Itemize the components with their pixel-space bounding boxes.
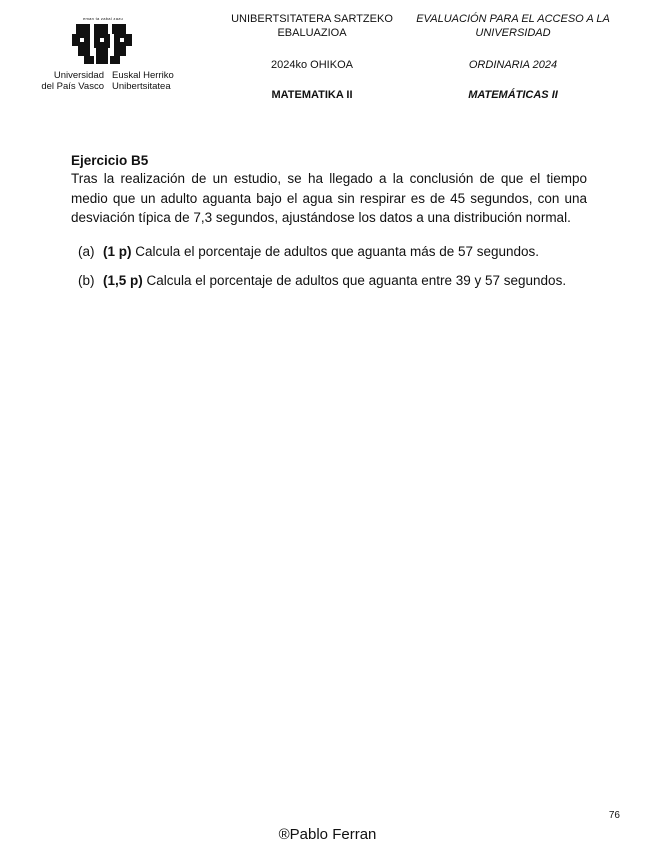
item-letter: (b) <box>78 273 95 288</box>
exam-call-eu: 2024ko OHIKOA <box>271 59 353 71</box>
exercise-items <box>71 242 587 291</box>
logo-name-eu: Euskal Herriko Unibertsitatea <box>112 70 174 92</box>
subject-eu: MATEMATIKA II <box>271 89 353 101</box>
item-text: Calcula el porcentaje de adultos que aguanta entre 39 y 57 segundos. <box>146 273 567 288</box>
exam-call-es: ORDINARIA 2024 <box>468 59 558 71</box>
item-points: (1 p) <box>103 243 136 259</box>
page-number: 76 <box>608 810 620 821</box>
header-basque <box>222 12 402 102</box>
exam-title-eu: UNIBERTSITATERA SARTZEKO EBALUAZIOA <box>231 13 393 39</box>
university-logo <box>12 14 192 94</box>
footer-credit: ®Pablo Ferran <box>278 826 377 843</box>
exercise-title: Ejercicio B5 <box>71 153 149 168</box>
item-points: (1,5 p) <box>103 273 147 288</box>
item-text: Calcula el porcentaje de adultos que aguanta más de 57 segundos. <box>135 243 540 259</box>
subject-es: MATEMÁTICAS II <box>468 89 558 101</box>
item-letter: (a) <box>78 243 95 259</box>
logo-motto: eman ta zabal zazu <box>82 16 124 21</box>
header-spanish <box>408 12 618 102</box>
logo-name-es: Universidad del País Vasco <box>41 70 104 92</box>
exercise-statement: Tras la realización de un estudio, se ha llegado a la conclusión de que el tiempo medio que un adulto aguanta bajo el agua sin respirar es de 45 segundos, con una desviación típica de 7,3 segundos, ajustándose los datos a una distribución normal. <box>71 171 587 225</box>
exam-title-es: EVALUACIÓN PARA EL ACCESO A LA UNIVERSIDAD <box>416 13 610 39</box>
exercise-item-b <box>71 271 587 291</box>
exercise-item-a <box>71 242 587 262</box>
tree-emblem-icon <box>70 14 134 70</box>
exercise <box>71 152 587 301</box>
